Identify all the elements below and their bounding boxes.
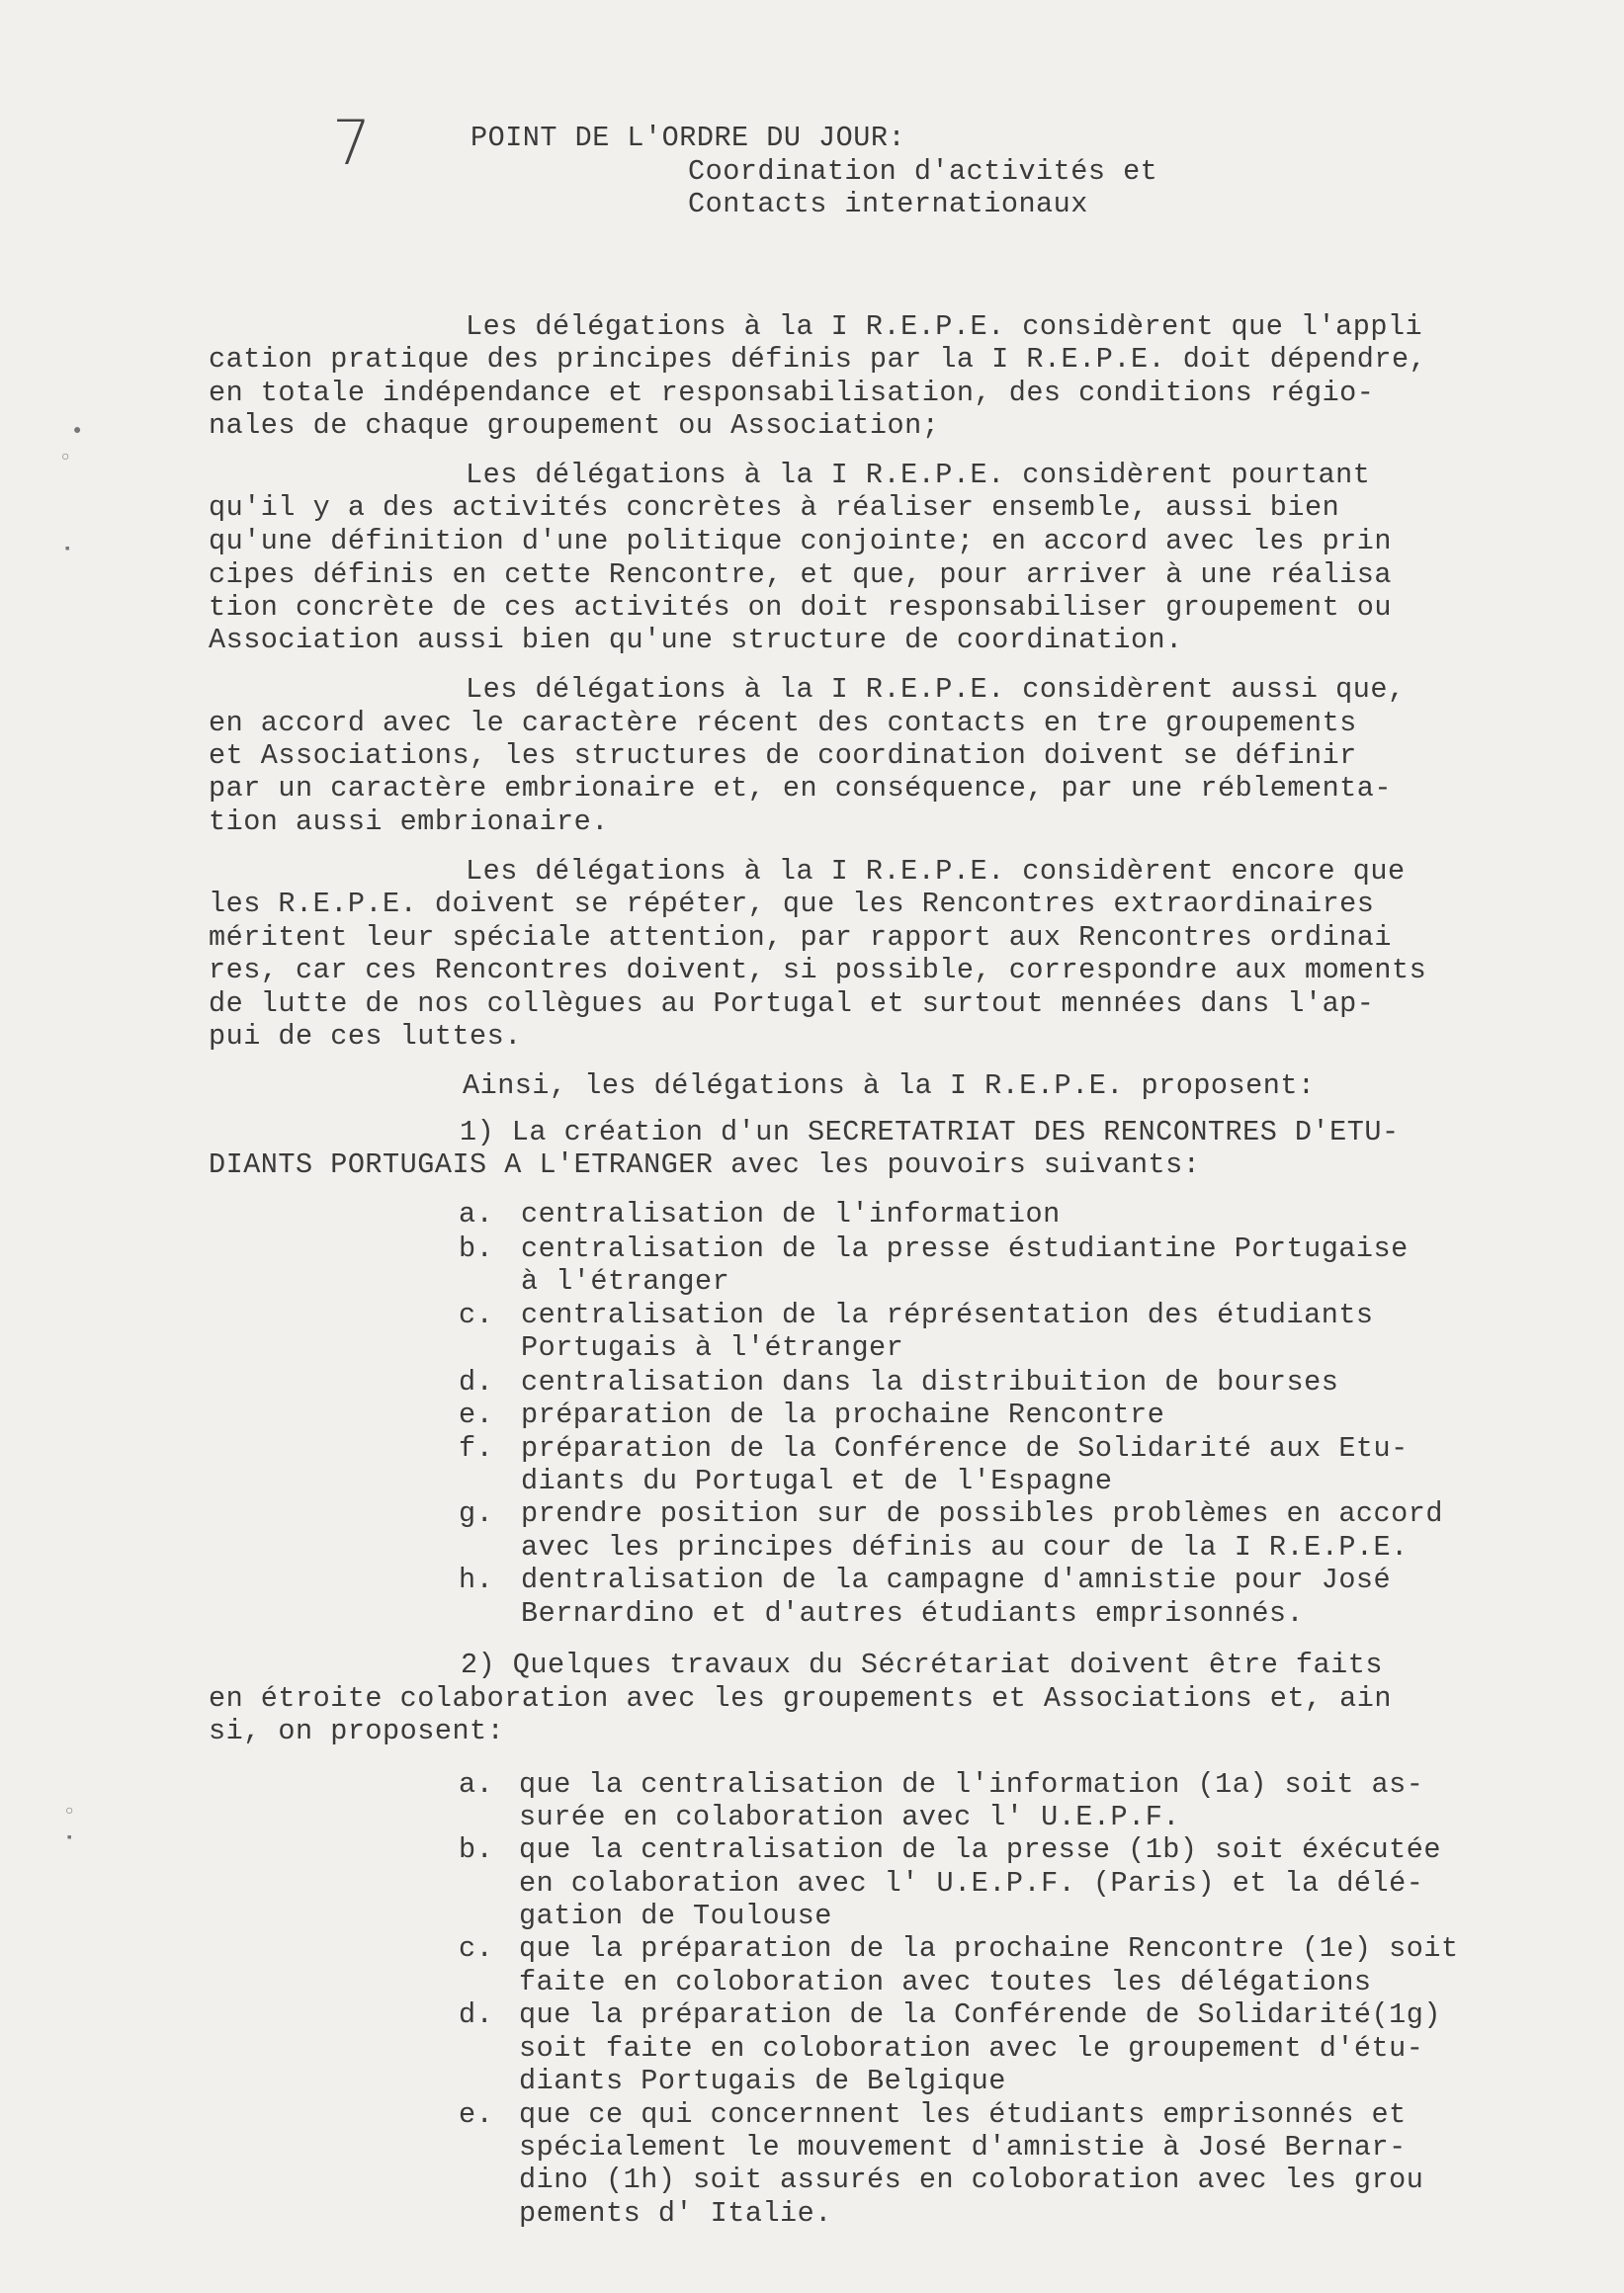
list-item-text: dino (1h) soit assurés en coloboration avec les grou bbox=[519, 2164, 1424, 2196]
punch-mark: ▪ bbox=[65, 1830, 74, 1846]
paragraph-line: qu'une définition d'une politique conjointe; en accord avec les prin bbox=[209, 525, 1392, 557]
list-item-text: Bernardino et d'autres étudiants emprisonnés. bbox=[521, 1597, 1305, 1630]
proposal-line: en étroite colaboration avec les groupements et Associations et, ain bbox=[209, 1682, 1392, 1715]
paragraph-line: res, car ces Rencontres doivent, si possible, correspondre aux moments bbox=[209, 954, 1427, 986]
paragraph-line: Association aussi bien qu'une structure de coordination. bbox=[209, 624, 1183, 656]
paragraph-line: Les délégations à la I R.E.P.E. considèrent aussi que, bbox=[466, 673, 1406, 706]
list-item-text: centralisation de la presse éstudiantine Portugaise bbox=[521, 1232, 1409, 1265]
list-item-text: surée en colaboration avec l' U.E.P.F. bbox=[519, 1801, 1180, 1833]
punch-mark: ▪ bbox=[63, 542, 72, 557]
paragraph-line: nales de chaque groupement ou Association; bbox=[209, 409, 940, 442]
paragraph-line: cation pratique des principes définis par la I R.E.P.E. doit dépendre, bbox=[209, 343, 1427, 376]
page-number: 7 bbox=[332, 107, 372, 179]
punch-mark: ● bbox=[73, 423, 82, 439]
list-item-text: spécialement le mouvement d'amnistie à José Bernar- bbox=[519, 2131, 1407, 2164]
list-item-text: soit faite en coloboration avec le groupement d'étu- bbox=[519, 2032, 1424, 2065]
agenda-title: POINT DE L'ORDRE DU JOUR: bbox=[470, 122, 906, 154]
list-item-text: gation de Toulouse bbox=[519, 1900, 832, 1932]
list-item-letter: g. bbox=[459, 1497, 494, 1530]
paragraph-line: et Associations, les structures de coordination doivent se définir bbox=[209, 739, 1357, 772]
list-item-text: prendre position sur de possibles problèmes en accord bbox=[521, 1497, 1443, 1530]
proposal-line: 2) Quelques travaux du Sécrétariat doivent être faits bbox=[461, 1649, 1383, 1681]
paragraph-line: en accord avec le caractère récent des contacts en tre groupements bbox=[209, 707, 1357, 739]
list-item-text: diants Portugais de Belgique bbox=[519, 2065, 1006, 2097]
list-item-text: préparation de la prochaine Rencontre bbox=[521, 1399, 1165, 1431]
punch-mark: ○ bbox=[65, 1804, 74, 1820]
list-item-text: que la centralisation de la presse (1b) soit éxécutée bbox=[519, 1833, 1441, 1866]
agenda-subtitle-line1: Coordination d'activités et bbox=[688, 155, 1158, 188]
punch-mark: ○ bbox=[61, 450, 70, 466]
list-item-letter: f. bbox=[459, 1432, 494, 1465]
proposal-line: 1) La création d'un SECRETATRIAT DES RENCONTRES D'ETU- bbox=[460, 1116, 1400, 1148]
list-item-letter: h. bbox=[459, 1564, 494, 1596]
list-item-letter: b. bbox=[459, 1232, 494, 1265]
list-item-text: faite en coloboration avec toutes les délégations bbox=[519, 1966, 1372, 1998]
paragraph-line: tion concrète de ces activités on doit responsabiliser groupement ou bbox=[209, 591, 1392, 624]
paragraph-line: méritent leur spéciale attention, par rapport aux Rencontres ordinai bbox=[209, 921, 1392, 954]
list-item-text: que la préparation de la prochaine Rencontre (1e) soit bbox=[519, 1932, 1459, 1965]
list-item-letter: a. bbox=[459, 1198, 494, 1231]
paragraph-line: en totale indépendance et responsabilisation, des conditions régio- bbox=[209, 377, 1375, 409]
list-item-text: centralisation de la réprésentation des étudiants bbox=[521, 1299, 1374, 1331]
list-item-text: diants du Portugal et de l'Espagne bbox=[521, 1465, 1113, 1497]
list-item-text: à l'étranger bbox=[521, 1265, 730, 1298]
paragraph-line: pui de ces luttes. bbox=[209, 1020, 522, 1053]
list-item-text: dentralisation de la campagne d'amnistie pour José bbox=[521, 1564, 1392, 1596]
list-item-text: préparation de la Conférence de Solidarité aux Etu- bbox=[521, 1432, 1409, 1465]
list-item-text: Portugais à l'étranger bbox=[521, 1331, 904, 1364]
paragraph-line: Les délégations à la I R.E.P.E. considèrent encore que bbox=[466, 855, 1406, 888]
list-item-letter: a. bbox=[459, 1768, 494, 1801]
paragraph-line: Les délégations à la I R.E.P.E. considèrent que l'appli bbox=[466, 310, 1423, 343]
list-item-letter: d. bbox=[459, 1998, 494, 2031]
list-item-text: centralisation de l'information bbox=[521, 1198, 1061, 1231]
list-item-letter: b. bbox=[459, 1833, 494, 1866]
list-item-letter: e. bbox=[459, 1399, 494, 1431]
proposal-line: si, on proposent: bbox=[209, 1715, 505, 1747]
paragraph-line: Ainsi, les délégations à la I R.E.P.E. proposent: bbox=[463, 1069, 1316, 1102]
paragraph-line: tion aussi embrionaire. bbox=[209, 806, 609, 838]
list-item-letter: d. bbox=[459, 1366, 494, 1399]
list-item-text: que la préparation de la Conférende de Solidarité(1g) bbox=[519, 1998, 1441, 2031]
list-item-text: pements d' Italie. bbox=[519, 2197, 832, 2230]
list-item-text: que ce qui concernnent les étudiants emprisonnés et bbox=[519, 2098, 1407, 2131]
paragraph-line: par un caractère embrionaire et, en conséquence, par une réblementa- bbox=[209, 772, 1392, 805]
list-item-text: que la centralisation de l'information (1a) soit as- bbox=[519, 1768, 1424, 1801]
list-item-text: avec les principes définis au cour de la I R.E.P.E. bbox=[521, 1531, 1409, 1564]
paragraph-line: qu'il y a des activités concrètes à réaliser ensemble, aussi bien bbox=[209, 491, 1340, 524]
paragraph-line: Les délégations à la I R.E.P.E. considèrent pourtant bbox=[466, 459, 1371, 491]
paragraph-line: de lutte de nos collègues au Portugal et surtout mennées dans l'ap- bbox=[209, 987, 1375, 1020]
list-item-letter: c. bbox=[459, 1299, 494, 1331]
list-item-letter: e. bbox=[459, 2098, 494, 2131]
proposal-line: DIANTS PORTUGAIS A L'ETRANGER avec les pouvoirs suivants: bbox=[209, 1148, 1201, 1181]
list-item-letter: c. bbox=[459, 1932, 494, 1965]
list-item-text: en colaboration avec l' U.E.P.F. (Paris) et la délé- bbox=[519, 1867, 1424, 1900]
paragraph-line: cipes définis en cette Rencontre, et que, pour arriver à une réalisa bbox=[209, 558, 1392, 591]
paragraph-line: les R.E.P.E. doivent se répéter, que les Rencontres extraordinaires bbox=[209, 888, 1375, 920]
agenda-subtitle-line2: Contacts internationaux bbox=[688, 188, 1088, 220]
list-item-text: centralisation dans la distribuition de bourses bbox=[521, 1366, 1339, 1399]
